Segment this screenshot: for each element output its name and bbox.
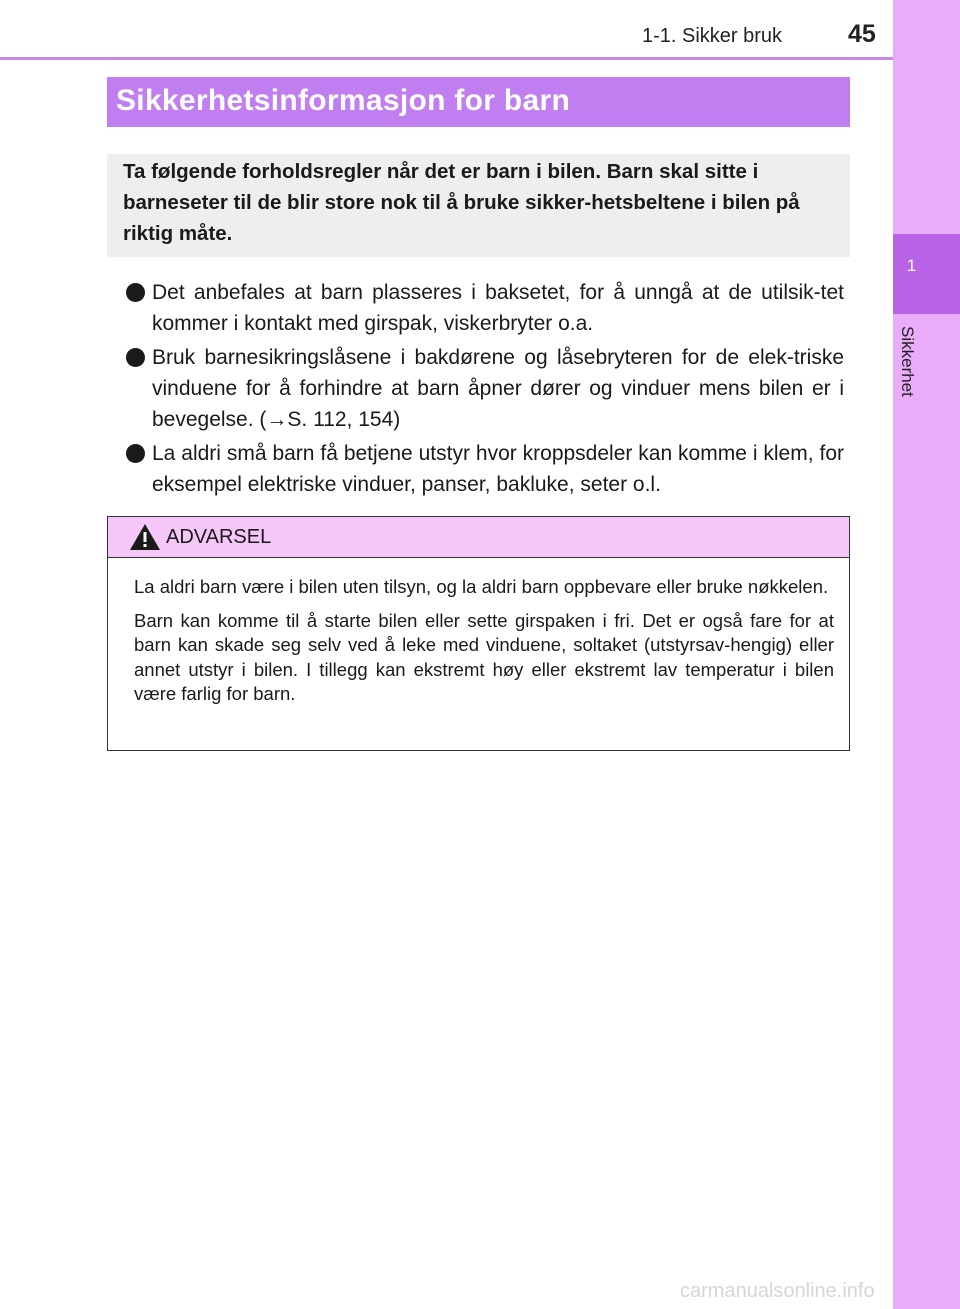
page-title: Sikkerhetsinformasjon for barn (116, 84, 571, 117)
intro-text: Ta følgende forholdsregler når det er barn i bilen. Barn skal sitte i barneseter til de blir store nok til å bruke sikker-hetsbeltene i bilen på riktig måte. (123, 160, 800, 245)
warning-paragraph: Barn kan komme til å starte bilen eller sette girspaken i fri. Det er også fare for at barn kan skade seg selv ved å leke med vinduene, soltaket (utstyrsav-hengig) eller annet utstyr i bilen. I tillegg kan ekstremt høy eller ekstremt lav temperatur i bilen være farlig for barn. (134, 609, 834, 704)
watermark: carmanualsonline.info (680, 1280, 875, 1302)
warning-box (107, 516, 850, 751)
list-item (124, 342, 844, 435)
section-label: 1-1. Sikker bruk (642, 25, 783, 47)
bullet-text: Det anbefales at barn plasseres i baksetet, for å unngå at de utilsik-tet kommer i kontakt med girspak, viskerbryter o.a. (152, 281, 844, 335)
bullet-icon (126, 348, 145, 367)
bullet-icon (126, 444, 145, 463)
list-item (124, 438, 844, 500)
intro-box (107, 154, 850, 257)
section-title-bar (107, 77, 850, 127)
chapter-title (895, 326, 925, 416)
list-item (124, 277, 844, 339)
bullet-text: La aldri små barn få betjene utstyr hvor kroppsdeler kan komme i klem, for eksempel elektriske vinduer, panser, bakluke, seter o.l. (152, 442, 844, 496)
chapter-tab-active[interactable] (893, 234, 960, 314)
warning-paragraph: La aldri barn være i bilen uten tilsyn, og la aldri barn oppbevare eller bruke nøkkelen. (134, 576, 829, 597)
header-rule (0, 57, 893, 60)
chapter-title-text: Sikkerhet (898, 326, 917, 397)
chapter-side-tab (893, 0, 960, 1309)
page-number: 45 (848, 20, 876, 48)
bullet-text: Bruk barnesikringslåsene i bakdørene og låsebryteren for de elek-triske vinduene for å forhindre at barn åpner dører og vinduer mens bilen er i bevegelse. (→S. 112, 154) (152, 346, 844, 431)
warning-header (108, 517, 849, 558)
bullet-icon (126, 283, 145, 302)
warning-body (134, 575, 834, 716)
bullet-list (124, 277, 844, 503)
chapter-number: 1 (906, 256, 917, 275)
warning-title: ADVARSEL (166, 526, 272, 548)
warning-icon (129, 523, 161, 551)
